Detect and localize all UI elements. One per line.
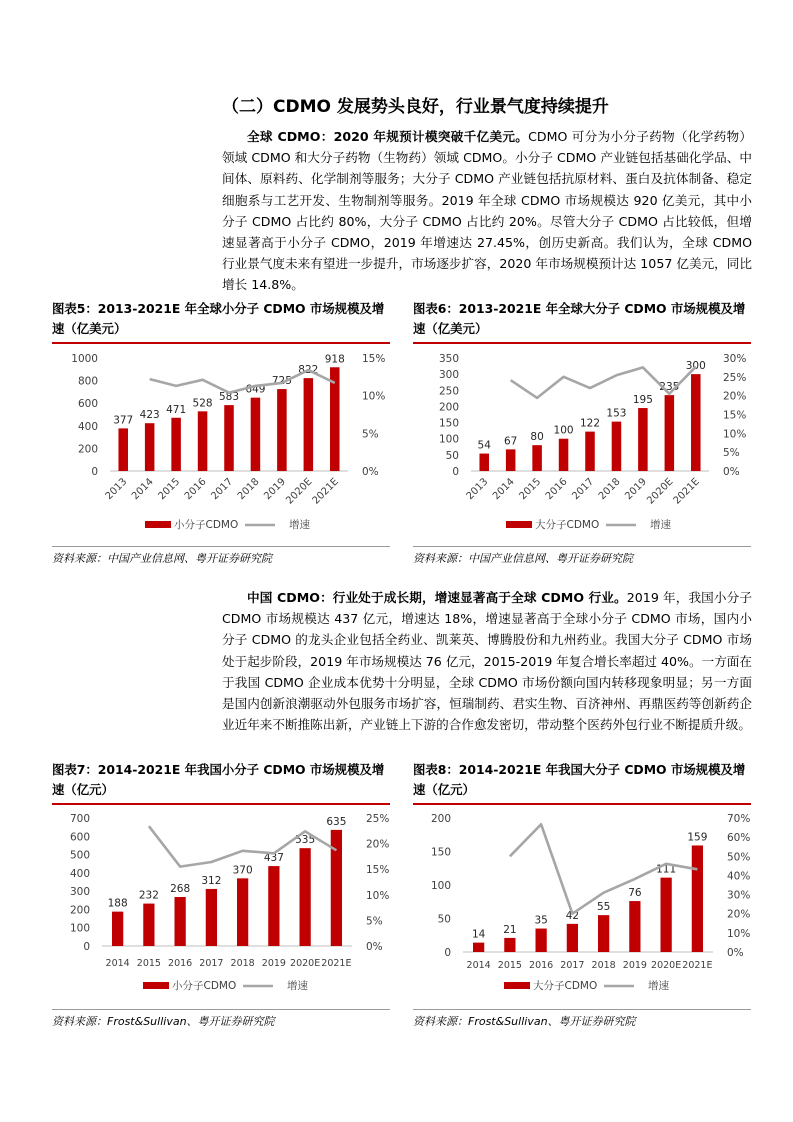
y-tick-label: 50: [437, 913, 451, 926]
bar: [145, 423, 155, 471]
bar-data-label: 42: [565, 909, 580, 922]
y2-tick-label: 25%: [723, 371, 747, 384]
y2-tick-label: 0%: [727, 947, 744, 959]
figure-6-source: 资料来源：中国产业信息网、粤开证券研究院: [413, 552, 633, 565]
bar-data-label: 583: [218, 391, 240, 404]
bar: [300, 848, 311, 946]
x-tick-label: 2013: [464, 476, 491, 503]
bar-data-label: 159: [687, 831, 708, 844]
x-tick-label: 2021E: [671, 476, 702, 507]
section-title: （二）CDMO 发展势头良好，行业景气度持续提升: [222, 97, 609, 117]
bar-data-label: 80: [530, 431, 544, 444]
y-tick-label: 300: [438, 369, 459, 382]
legend-bar-label: 大分子CDMO: [533, 980, 598, 992]
x-tick-label: 2021E: [321, 958, 352, 969]
y-tick-label: 250: [438, 385, 459, 398]
bar-data-label: 67: [503, 435, 518, 448]
y-tick-label: 50: [445, 449, 459, 462]
y2-tick-label: 10%: [366, 889, 390, 902]
y-tick-label: 200: [430, 813, 451, 825]
x-tick-label: 2020E: [284, 476, 315, 507]
bar-data-label: 195: [632, 394, 653, 407]
bar: [224, 405, 234, 471]
paragraph-global-body: CDMO 可分为小分子药物（化学药物）领域 CDMO 和大分子药物（生物药）领域 CDMO。小分子 CDMO 产业链包括基础化学品、中间体、原料药、化学制剂等服务；大分子 CDMO 产业链包括抗原材料、蛋白及抗体制备、稳定细胞系与工艺开发、生物制剂等服务。2019 年全球 CDMO 市场规模达 920 亿美元，其中小分子 CDMO 占比约 80%，大分子 CDMO 占比约 20%。尽管大分子 CDMO 占比较低，但增速显著高于小分子 CDMO，2019 年增速达 27.45%，创历史新高。我们认为，全球 CDMO 行业景气度未来有望进一步提升，市场逐步扩容，2020 年市场规模预计达 1057 亿美元，同比增长 14.8%。: [222, 129, 752, 293]
x-tick-label: 2017: [560, 960, 585, 971]
y2-tick-label: 70%: [727, 813, 751, 825]
x-tick-label: 2019: [262, 476, 289, 503]
y-tick-label: 0: [83, 941, 90, 953]
y2-tick-label: 30%: [723, 353, 747, 365]
chart-fig8: [413, 806, 751, 1006]
bar-data-label: 54: [477, 439, 491, 452]
bar: [251, 398, 261, 471]
figure-5-title: 图表5：2013-2021E 年全球小分子 CDMO 市场规模及增速（亿美元）: [52, 301, 385, 336]
bar-data-label: 100: [553, 424, 574, 437]
y-tick-label: 0: [452, 466, 459, 478]
bar: [532, 445, 542, 471]
bar: [598, 915, 609, 952]
bar-data-label: 235: [659, 381, 680, 394]
paragraph-global-lead: 全球 CDMO：2020 年规预计模突破千亿美元。: [247, 129, 529, 144]
y2-tick-label: 20%: [366, 838, 390, 851]
x-tick-label: 2016: [168, 958, 193, 969]
bar: [237, 878, 248, 946]
bar: [143, 904, 154, 946]
bar: [567, 924, 578, 952]
y2-tick-label: 15%: [366, 864, 390, 877]
y-tick-label: 600: [69, 831, 90, 844]
bar: [559, 439, 569, 471]
bar: [585, 432, 595, 471]
legend-bar-label: 小分子CDMO: [172, 980, 237, 992]
bar: [504, 938, 515, 952]
y2-tick-label: 10%: [727, 927, 751, 940]
x-tick-label: 2014: [491, 476, 517, 503]
bar: [473, 943, 484, 952]
chart-fig5: [52, 345, 390, 540]
x-tick-label: 2015: [517, 476, 544, 503]
y-tick-label: 200: [69, 904, 90, 917]
legend-bar-swatch: [145, 521, 171, 528]
bar: [479, 454, 489, 471]
y-tick-label: 200: [77, 443, 98, 456]
paragraph-global-cdmo: [222, 126, 752, 296]
x-tick-label: 2016: [182, 476, 209, 503]
y2-tick-label: 15%: [723, 409, 747, 422]
legend-bar-swatch: [506, 521, 532, 528]
x-tick-label: 2019: [261, 958, 286, 969]
y-tick-label: 300: [69, 886, 90, 899]
legend-line-label: 增速: [648, 980, 669, 992]
x-tick-label: 2018: [230, 958, 255, 969]
y2-tick-label: 50%: [727, 851, 751, 864]
figure-7-source: 资料来源：Frost&Sullivan、粤开证券研究院: [52, 1015, 275, 1028]
figure-6-source-rule: [413, 546, 751, 547]
bar: [692, 845, 703, 952]
y-tick-label: 600: [77, 398, 98, 411]
bar: [536, 929, 547, 952]
x-tick-label: 2018: [596, 476, 623, 503]
y-tick-label: 0: [91, 466, 98, 478]
y2-tick-label: 5%: [362, 428, 379, 441]
bar-data-label: 55: [596, 901, 611, 914]
bar-data-label: 21: [503, 923, 517, 936]
bar: [198, 411, 208, 471]
bar: [304, 378, 314, 471]
bar-data-label: 377: [113, 414, 134, 427]
x-tick-label: 2019: [622, 960, 647, 971]
paragraph-china-cdmo: [222, 587, 752, 735]
bar-data-label: 153: [606, 407, 627, 420]
x-tick-label: 2017: [570, 476, 597, 503]
x-tick-label: 2015: [136, 958, 161, 969]
figure-5-source: 资料来源：中国产业信息网、粤开证券研究院: [52, 552, 272, 565]
bar-data-label: 300: [685, 360, 706, 373]
figure-6-title: 图表6：2013-2021E 年全球大分子 CDMO 市场规模及增速（亿美元）: [413, 301, 746, 336]
bar-data-label: 535: [295, 834, 316, 847]
x-tick-label: 2014: [466, 960, 491, 971]
legend-bar-swatch: [504, 982, 530, 989]
figure-7-source-rule: [52, 1009, 390, 1010]
figure-8-source-rule: [413, 1009, 751, 1010]
figure-8-title: 图表8：2014-2021E 年我国大分子 CDMO 市场规模及增速（亿元）: [413, 762, 746, 797]
bar-data-label: 423: [139, 409, 160, 422]
x-tick-label: 2015: [497, 960, 522, 971]
chart-fig6: [413, 345, 751, 540]
bar-data-label: 437: [263, 852, 284, 865]
bar-data-label: 370: [232, 864, 253, 877]
x-tick-label: 2016: [543, 476, 570, 503]
y2-tick-label: 5%: [723, 447, 740, 460]
x-tick-label: 2021E: [682, 960, 713, 971]
x-tick-label: 2020E: [290, 958, 321, 969]
y-tick-label: 400: [77, 420, 98, 433]
y-tick-label: 800: [77, 375, 98, 388]
bar: [691, 374, 701, 471]
bar-data-label: 76: [628, 887, 642, 900]
bar-data-label: 232: [138, 889, 159, 902]
chart-fig7: [52, 806, 390, 1006]
bar: [629, 901, 640, 952]
figure-8-source: 资料来源：Frost&Sullivan、粤开证券研究院: [413, 1015, 636, 1028]
y-tick-label: 0: [444, 947, 451, 959]
bar-data-label: 312: [201, 874, 222, 887]
y-tick-label: 150: [430, 846, 451, 859]
legend-line-label: 增速: [287, 980, 308, 992]
y2-tick-label: 40%: [727, 870, 751, 883]
legend-line-label: 增速: [289, 519, 310, 531]
bar-data-label: 918: [324, 353, 345, 366]
y-tick-label: 100: [69, 922, 90, 935]
figure-5-rule: [52, 342, 390, 344]
bar: [268, 866, 279, 946]
x-tick-label: 2018: [591, 960, 616, 971]
y2-tick-label: 5%: [366, 915, 383, 928]
y2-tick-label: 25%: [366, 813, 390, 825]
y2-tick-label: 20%: [727, 908, 751, 921]
y-tick-label: 1000: [71, 353, 98, 365]
y-tick-label: 100: [430, 880, 451, 892]
y-tick-label: 150: [438, 417, 459, 430]
bar: [118, 428, 128, 471]
y2-tick-label: 0%: [366, 941, 383, 953]
bar-data-label: 649: [245, 383, 266, 396]
y-tick-label: 500: [69, 849, 90, 862]
bar: [612, 422, 622, 471]
y2-tick-label: 60%: [727, 832, 751, 845]
bar: [277, 389, 287, 471]
y-tick-label: 200: [438, 401, 459, 414]
figure-6-rule: [413, 342, 751, 344]
figure-7-rule: [52, 803, 390, 805]
figure-5-source-rule: [52, 546, 390, 547]
bar: [665, 395, 675, 471]
x-tick-label: 2016: [529, 960, 554, 971]
x-tick-label: 2014: [105, 958, 130, 969]
bar: [506, 449, 516, 471]
legend-bar-label: 小分子CDMO: [174, 519, 239, 531]
y2-tick-label: 10%: [723, 428, 747, 441]
bar-data-label: 268: [170, 882, 191, 895]
y2-tick-label: 15%: [362, 353, 386, 365]
y2-tick-label: 0%: [362, 466, 379, 478]
x-tick-label: 2018: [235, 476, 262, 503]
legend-bar-swatch: [143, 982, 169, 989]
x-tick-label: 2020E: [651, 960, 682, 971]
x-tick-label: 2019: [623, 476, 650, 503]
bar: [175, 897, 186, 946]
bar-data-label: 635: [326, 815, 347, 828]
y-tick-label: 100: [438, 433, 459, 446]
y-tick-label: 400: [69, 867, 90, 880]
x-tick-label: 2013: [103, 476, 130, 503]
y2-tick-label: 20%: [723, 390, 747, 403]
bar: [112, 912, 123, 946]
bar-data-label: 14: [471, 928, 486, 941]
bar: [638, 408, 648, 471]
y2-tick-label: 0%: [723, 466, 740, 478]
bar-data-label: 122: [579, 417, 601, 430]
paragraph-china-lead: 中国 CDMO：行业处于成长期，增速显著高于全球 CDMO 行业。: [247, 590, 627, 605]
x-tick-label: 2017: [199, 958, 224, 969]
x-tick-label: 2017: [209, 476, 236, 503]
x-tick-label: 2020E: [645, 476, 676, 507]
figure-7-title: 图表7：2014-2021E 年我国小分子 CDMO 市场规模及增速（亿元）: [52, 762, 385, 797]
x-tick-label: 2015: [156, 476, 183, 503]
bar-data-label: 188: [107, 897, 128, 910]
x-tick-label: 2021E: [310, 476, 341, 507]
legend-line-label: 增速: [650, 519, 671, 531]
paragraph-china-body: 2019 年，我国小分子 CDMO 市场规模达 437 亿元，增速达 18%，增速显著高于全球小分子 CDMO 市场，国内小分子 CDMO 的龙头企业包括全药业、凯莱英、博腾股份和九州药业。我国大分子 CDMO 市场处于起步阶段，2019 年市场规模达 76 亿元，2015-2019 年复合增长率超过 40%。一方面在于我国 CDMO 企业成本优势十分明显，全球 CDMO 市场份额向国内转移现象明显；另一方面是国内创新浪潮驱动外包服务市场扩容，恒瑞制药、君实生物、百济神州、再鼎医药等创新药企业近年来不断推陈出新，产业链上下游的合作愈发密切，带动整个医药外包行业不断提质升级。: [222, 590, 752, 733]
bar-data-label: 725: [271, 375, 292, 388]
y2-tick-label: 30%: [727, 889, 751, 902]
y-tick-label: 700: [69, 813, 90, 825]
x-tick-label: 2014: [130, 476, 156, 503]
bar: [661, 878, 672, 952]
bar-data-label: 35: [534, 914, 548, 927]
bar-data-label: 111: [656, 863, 677, 876]
figure-8-rule: [413, 803, 751, 805]
legend-bar-label: 大分子CDMO: [535, 519, 600, 531]
bar: [206, 889, 217, 946]
y-tick-label: 350: [438, 353, 459, 365]
bar-data-label: 528: [192, 397, 213, 410]
bar-data-label: 471: [166, 403, 187, 416]
bar: [171, 418, 181, 471]
bar-data-label: 822: [298, 364, 319, 377]
y2-tick-label: 10%: [362, 390, 386, 403]
